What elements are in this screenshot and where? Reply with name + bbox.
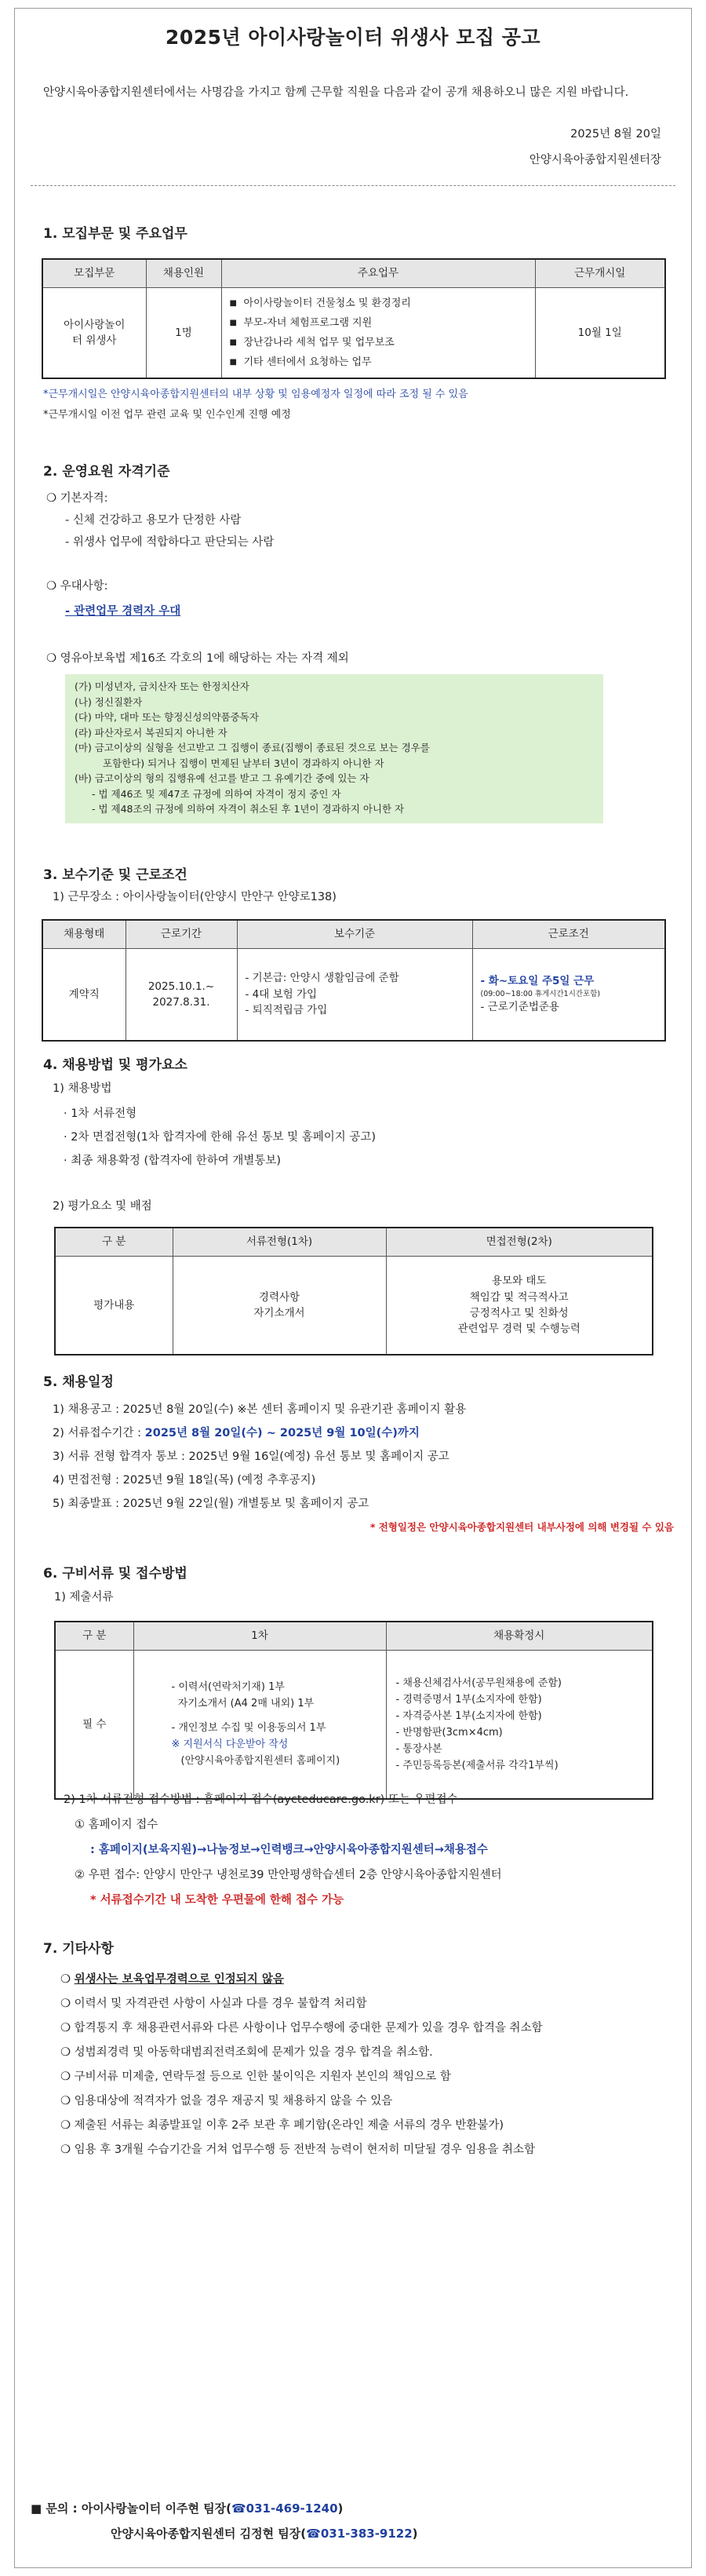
notice-org: 안양시육아종합지원센터장 [529,154,661,167]
col-header: 서류전형(1차) [173,1228,386,1256]
eval-row-label: 평가내용 [55,1256,173,1355]
section-6-heading: 6. 구비서류 및 접수방법 [43,1566,187,1582]
duty-item: ■ 장난감나라 세척 업무 및 업무보조 [230,333,527,352]
phone-link[interactable]: ☎031-383-9122 [306,2527,413,2541]
notice-date: 2025년 8월 20일 [570,127,661,140]
exclusion-item: (바) 금고이상의 형의 집행유예 선고를 받고 그 유예기간 중에 있는 자 [75,772,369,784]
exclusion-item: 포함한다) 되거나 집행이 면제된 날부터 3년이 경과하지 아니한 자 [103,757,384,769]
contact-line-1: ■ 문의 : 아이사랑놀이터 이주현 팀장(☎031-469-1240) [31,2501,344,2516]
col-header: 주요업무 [221,259,535,287]
work-place: 1) 근무장소 : 아이사랑놀이터(안양시 만안구 안양로138) [53,891,337,903]
page-title: 2025년 아이사랑놀이터 위생사 모집 공고 [165,26,541,49]
doc-eval-cell: 경력사항 자기소개서 [173,1256,386,1355]
schedule-note: * 전형일정은 안양시육아종합지원센터 내부사정에 의해 변경될 수 있음 [369,1521,674,1533]
duties-cell [221,287,535,378]
mail-apply: ② 우편 접수: 안양시 만안구 냉천로39 만안평생학습센터 2층 안양시육아종합지원센터 [75,1869,502,1881]
duty-item: ■ 부모-자녀 체험프로그램 지원 [230,313,527,333]
docs-table [54,1621,653,1800]
method-item: · 1차 서류전형 [64,1107,137,1120]
pref-item: - 관련업무 경력자 우대 [65,605,181,618]
exclusion-item: (라) 파산자로서 복권되지 아니한 자 [75,726,227,739]
basic-qual-item: - 신체 건강하고 용모가 단정한 사람 [65,514,242,527]
pref-title: ❍ 우대사항: [46,580,108,593]
notes-list [60,1968,669,2162]
condition-cell: - 화~토요일 주5일 근무 (09:00~18:00 휴게시간1시간포함) - 근로기준법준용 [472,948,665,1041]
mail-note: * 서류접수기간 내 도착한 우편물에 한해 접수 가능 [90,1894,344,1906]
exclusion-item: (마) 금고이상의 실형을 선고받고 그 집행이 종료(집행이 종료된 것으로 보는 경우를 [75,742,430,753]
section-3-heading: 3. 보수기준 및 근로조건 [43,867,187,883]
type-cell: 계약직 [42,948,126,1041]
col-header: 구 분 [55,1228,173,1256]
home-apply-path: : 홈페이지(보육지원)→나눔정보→인력뱅크→안양시육아종합지원센터→채용접수 [90,1844,488,1856]
pay-cell: - 기본급: 안양시 생활임금에 준함 - 4대 보험 가입 - 퇴직적립금 가입 [237,948,472,1041]
exclusion-item: (가) 미성년자, 금치산자 또는 한정치산자 [75,680,249,692]
s1-note-2: *근무개시일 이전 업무 관련 교육 및 인수인계 진행 예정 [43,409,291,421]
note-item: ❍ 이력서 및 자격관련 사항이 사실과 다를 경우 불합격 처리함 [60,1998,367,2010]
basic-qual-title: ❍ 기본자격: [46,492,108,505]
col-header: 1차 [133,1622,386,1650]
s1-note-1: *근무개시일은 안양시육아종합지원센터의 내부 상황 및 임용예정자 일정에 따라 조정 될 수 있음 [43,389,468,400]
section-2-heading: 2. 운영요원 자격기준 [43,464,170,480]
notice-sheet [14,8,692,2568]
exclusion-item: (나) 정신질환자 [75,695,143,708]
method-item: · 최종 채용확정 (합격자에 한하여 개별통보) [64,1155,282,1167]
exclusion-item: - 법 제46조 및 제47조 규정에 의하여 자격이 정지 중인 자 [92,787,341,800]
exclusion-item: - 법 제48조의 규정에 의하여 자격이 취소된 후 1년이 경과하지 아니한 자 [92,803,405,815]
home-apply-title: ① 홈페이지 접수 [75,1819,158,1831]
exclusion-item: (다) 마약, 대마 또는 향정신성의약품중독자 [75,711,259,723]
col-header: 근로기간 [126,920,237,948]
method-title: 1) 채용방법 [53,1082,112,1095]
interview-eval-cell: 용모와 태도 책임감 및 적극적사고 긍정적사고 및 친화성 관련업무 경력 및 수행능력 [386,1256,653,1355]
intro-text: 안양시육아종합지원센터에서는 사명감을 가지고 함께 근무할 직원을 다음과 같이 공개 채용하오니 많은 지원 바랍니다. [43,86,629,99]
start-cell: 10월 1일 [535,287,665,378]
eval-table [54,1227,653,1356]
schedule-item: 3) 서류 전형 합격자 통보 : 2025년 9월 16일(예정) 유선 통보 및 홈페이지 공고 [53,1450,449,1463]
section-7-heading: 7. 기타사항 [43,1941,114,1957]
duty-item: ■ 기타 센터에서 요청하는 업무 [230,352,527,372]
exclusion-title: ❍ 영유아보육법 제16조 각호의 1에 해당하는 자는 자격 제외 [46,652,349,665]
note-item: ❍ 성범죄경력 및 아동학대범죄전력조회에 문제가 있을 경우 합격을 취소함. [60,2046,433,2059]
dept-cell: 아이사랑놀이터 위생사 [42,287,146,378]
method-item: · 2차 면접전형(1차 합격자에 한해 유선 통보 및 홈페이지 공고) [64,1131,377,1144]
schedule-item: 4) 면접전형 : 2025년 9월 18일(목) (예정 추후공지) [53,1474,316,1487]
col-header: 근로조건 [472,920,665,948]
recruit-table [42,258,666,379]
schedule-item: 2) 서류접수기간 : 2025년 8월 20일(수) ~ 2025년 9월 10일(수)까지 [53,1427,420,1439]
note-item: ❍ 합격통지 후 채용관련서류와 다른 사항이나 업무수행에 중대한 문제가 있을 경우 합격을 취소함 [60,2022,543,2034]
exclusion-box [65,674,603,823]
docs-row-label: 필 수 [55,1650,133,1799]
confirm-docs-cell: - 채용신체검사서(공무원채용에 준함) - 경력증명서 1부(소지자에 한함) - 자격증사본 1부(소지자에 한함) - 반명함판(3cm×4cm) - 통장사본 - 주민등록등본(제출서류 각각1부씩) [386,1650,653,1799]
col-header: 구 분 [55,1622,133,1650]
note-item: ❍ 임용대상에 적격자가 없을 경우 재공지 및 채용하지 않을 수 있음 [60,2095,393,2107]
col-header: 보수기준 [237,920,472,948]
apply-method: 2) 1차 서류전형 접수방법 : 홈페이지 접수(aycteducare.go.kr) 또는 우편접수 [64,1793,458,1806]
col-header: 채용확정시 [386,1622,653,1650]
section-5-heading: 5. 채용일정 [43,1374,114,1390]
note-item: ❍ 위생사는 보육업무경력으로 인정되지 않음 [60,1973,284,1986]
note-item: ❍ 구비서류 미제출, 연락두절 등으로 인한 불이익은 지원자 본인의 책임으로 함 [60,2071,451,2083]
first-docs-cell: - 이력서(연락처기재) 1부 자기소개서 (A4 2매 내외) 1부 - 개인정보 수집 및 이용동의서 1부 ※ 지원서식 다운받아 작성 (안양시육아종합지원센터 홈페이지) [133,1650,386,1799]
section-4-heading: 4. 채용방법 및 평가요소 [43,1057,187,1073]
note-item: ❍ 임용 후 3개월 수습기간을 거쳐 업무수행 등 전반적 능력이 현저히 미달될 경우 임용을 취소함 [60,2144,536,2156]
duty-item: ■ 아이사랑놀이터 건물청소 및 환경정리 [230,294,527,313]
note-item: ❍ 제출된 서류는 최종발표일 이후 2주 보관 후 폐기함(온라인 제출 서류의 경우 반환불가) [60,2119,504,2132]
col-header: 채용형태 [42,920,126,948]
docs-sub-title: 1) 제출서류 [54,1591,114,1604]
pay-table [42,919,666,1042]
col-header: 근무개시일 [535,259,665,287]
section-1-heading: 1. 모집부문 및 주요업무 [43,226,187,242]
period-cell: 2025.10.1.~ 2027.8.31. [126,948,237,1041]
eval-title: 2) 평가요소 및 배점 [53,1200,152,1213]
col-header: 면접전형(2차) [386,1228,653,1256]
divider [31,185,675,186]
count-cell: 1명 [146,287,221,378]
schedule-item: 5) 최종발표 : 2025년 9월 22일(월) 개별통보 및 홈페이지 공고 [53,1498,369,1510]
contact-line-2: 안양시육아종합지원센터 김정현 팀장(☎031-383-9122) [111,2527,418,2541]
basic-qual-item: - 위생사 업무에 적합하다고 판단되는 사람 [65,536,275,549]
phone-link[interactable]: ☎031-469-1240 [231,2501,338,2516]
col-header: 모집부문 [42,259,146,287]
col-header: 채용인원 [146,259,221,287]
schedule-item: 1) 채용공고 : 2025년 8월 20일(수) ※본 센터 홈페이지 및 유관기관 홈페이지 활용 [53,1403,467,1416]
